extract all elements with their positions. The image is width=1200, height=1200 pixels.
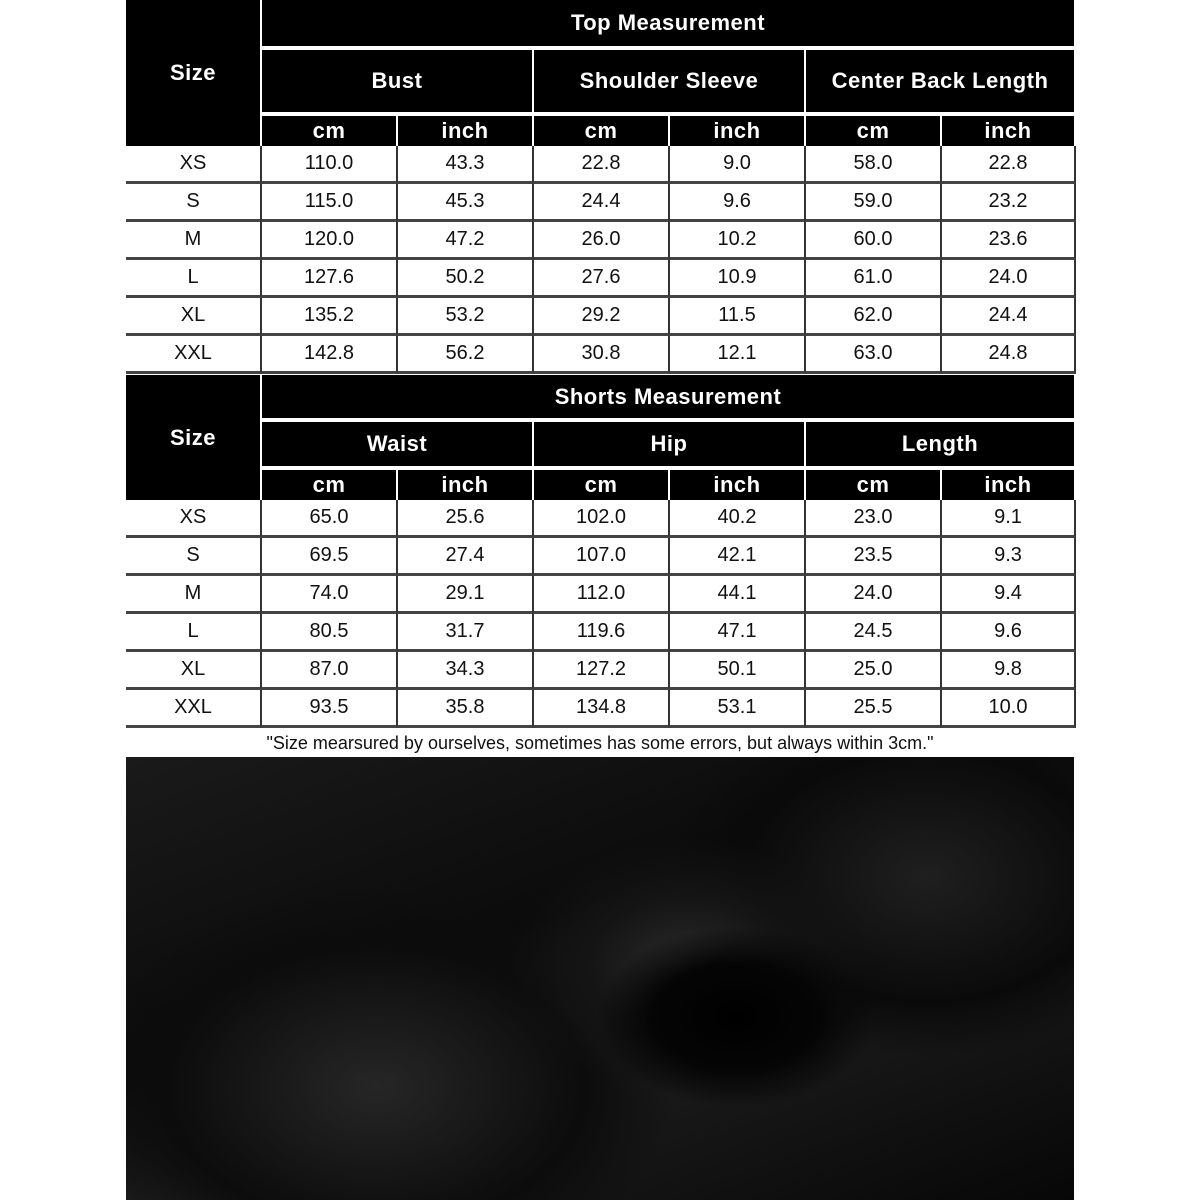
measurement-cell: 58.0 bbox=[806, 146, 942, 184]
measurement-cell: 23.5 bbox=[806, 538, 942, 576]
measurement-cell: 11.5 bbox=[670, 298, 806, 336]
measurement-cell: 22.8 bbox=[942, 146, 1076, 184]
measurement-cell: 110.0 bbox=[262, 146, 398, 184]
size-cell: XS bbox=[126, 500, 262, 538]
unit-header: inch bbox=[942, 470, 1074, 500]
measurement-cell: 40.2 bbox=[670, 500, 806, 538]
measurement-cell: 134.8 bbox=[534, 690, 670, 728]
measurement-cell: 65.0 bbox=[262, 500, 398, 538]
size-cell: M bbox=[126, 222, 262, 260]
measurement-cell: 27.6 bbox=[534, 260, 670, 298]
measurement-cell: 69.5 bbox=[262, 538, 398, 576]
measurement-cell: 102.0 bbox=[534, 500, 670, 538]
measurement-cell: 45.3 bbox=[398, 184, 534, 222]
size-cell: XXL bbox=[126, 690, 262, 728]
group-header: Length bbox=[806, 422, 1074, 466]
measurement-cell: 9.3 bbox=[942, 538, 1076, 576]
size-cell: S bbox=[126, 184, 262, 222]
size-header: Size bbox=[126, 0, 260, 146]
measurement-cell: 62.0 bbox=[806, 298, 942, 336]
table-title: Shorts Measurement bbox=[262, 375, 1074, 418]
measurement-cell: 23.6 bbox=[942, 222, 1076, 260]
measurement-cell: 142.8 bbox=[262, 336, 398, 374]
measurement-cell: 26.0 bbox=[534, 222, 670, 260]
measurement-cell: 87.0 bbox=[262, 652, 398, 690]
measurement-cell: 44.1 bbox=[670, 576, 806, 614]
unit-header: cm bbox=[534, 470, 668, 500]
size-cell: XL bbox=[126, 298, 262, 336]
measurement-cell: 35.8 bbox=[398, 690, 534, 728]
unit-header: inch bbox=[398, 470, 532, 500]
measurement-cell: 115.0 bbox=[262, 184, 398, 222]
measurement-cell: 59.0 bbox=[806, 184, 942, 222]
measurement-cell: 56.2 bbox=[398, 336, 534, 374]
measurement-cell: 50.1 bbox=[670, 652, 806, 690]
measurement-cell: 9.6 bbox=[942, 614, 1076, 652]
measurement-cell: 9.6 bbox=[670, 184, 806, 222]
size-cell: S bbox=[126, 538, 262, 576]
unit-header: inch bbox=[670, 470, 804, 500]
group-header: Hip bbox=[534, 422, 804, 466]
size-cell: XL bbox=[126, 652, 262, 690]
measurement-cell: 23.0 bbox=[806, 500, 942, 538]
measurement-cell: 47.2 bbox=[398, 222, 534, 260]
size-cell: M bbox=[126, 576, 262, 614]
measurement-cell: 29.1 bbox=[398, 576, 534, 614]
unit-header: cm bbox=[534, 116, 668, 146]
measurement-cell: 47.1 bbox=[670, 614, 806, 652]
measurement-cell: 107.0 bbox=[534, 538, 670, 576]
measurement-cell: 29.2 bbox=[534, 298, 670, 336]
group-header: Center Back Length bbox=[806, 50, 1074, 112]
measurement-cell: 27.4 bbox=[398, 538, 534, 576]
shorts-measurement-table bbox=[126, 375, 1074, 728]
measurement-cell: 42.1 bbox=[670, 538, 806, 576]
group-header: Waist bbox=[262, 422, 532, 466]
unit-header: cm bbox=[806, 470, 940, 500]
measurement-cell: 119.6 bbox=[534, 614, 670, 652]
measurement-cell: 25.0 bbox=[806, 652, 942, 690]
measurement-cell: 135.2 bbox=[262, 298, 398, 336]
measurement-cell: 24.4 bbox=[534, 184, 670, 222]
measurement-cell: 80.5 bbox=[262, 614, 398, 652]
measurement-cell: 24.8 bbox=[942, 336, 1076, 374]
measurement-cell: 24.0 bbox=[806, 576, 942, 614]
measurement-cell: 12.1 bbox=[670, 336, 806, 374]
size-chart bbox=[126, 0, 1074, 1200]
measurement-cell: 53.1 bbox=[670, 690, 806, 728]
measurement-cell: 120.0 bbox=[262, 222, 398, 260]
size-header: Size bbox=[126, 375, 260, 500]
measurement-cell: 74.0 bbox=[262, 576, 398, 614]
group-header: Shoulder Sleeve bbox=[534, 50, 804, 112]
measurement-cell: 24.0 bbox=[942, 260, 1076, 298]
measurement-cell: 9.1 bbox=[942, 500, 1076, 538]
unit-header: inch bbox=[398, 116, 532, 146]
unit-header: inch bbox=[670, 116, 804, 146]
size-cell: XXL bbox=[126, 336, 262, 374]
unit-header: inch bbox=[942, 116, 1074, 146]
measurement-cell: 10.0 bbox=[942, 690, 1076, 728]
measurement-cell: 9.0 bbox=[670, 146, 806, 184]
unit-header: cm bbox=[806, 116, 940, 146]
measurement-cell: 43.3 bbox=[398, 146, 534, 184]
measurement-cell: 60.0 bbox=[806, 222, 942, 260]
measurement-cell: 31.7 bbox=[398, 614, 534, 652]
measurement-cell: 24.4 bbox=[942, 298, 1076, 336]
measurement-cell: 9.8 bbox=[942, 652, 1076, 690]
measurement-note: "Size mearsured by ourselves, sometimes has some errors, but always within 3cm." bbox=[266, 732, 934, 753]
measurement-cell: 10.9 bbox=[670, 260, 806, 298]
measurement-cell: 23.2 bbox=[942, 184, 1076, 222]
measurement-cell: 63.0 bbox=[806, 336, 942, 374]
measurement-cell: 10.2 bbox=[670, 222, 806, 260]
measurement-cell: 112.0 bbox=[534, 576, 670, 614]
size-cell: L bbox=[126, 614, 262, 652]
measurement-cell: 25.6 bbox=[398, 500, 534, 538]
measurement-cell: 61.0 bbox=[806, 260, 942, 298]
measurement-cell: 22.8 bbox=[534, 146, 670, 184]
measurement-cell: 127.2 bbox=[534, 652, 670, 690]
unit-header: cm bbox=[262, 470, 396, 500]
measurement-cell: 34.3 bbox=[398, 652, 534, 690]
size-cell: XS bbox=[126, 146, 262, 184]
measurement-cell: 25.5 bbox=[806, 690, 942, 728]
measurement-cell: 30.8 bbox=[534, 336, 670, 374]
measurement-cell: 127.6 bbox=[262, 260, 398, 298]
measurement-cell: 53.2 bbox=[398, 298, 534, 336]
top-measurement-table bbox=[126, 0, 1074, 374]
group-header: Bust bbox=[262, 50, 532, 112]
unit-header: cm bbox=[262, 116, 396, 146]
table-title: Top Measurement bbox=[262, 0, 1074, 46]
measurement-cell: 24.5 bbox=[806, 614, 942, 652]
size-cell: L bbox=[126, 260, 262, 298]
measurement-cell: 93.5 bbox=[262, 690, 398, 728]
measurement-cell: 50.2 bbox=[398, 260, 534, 298]
measurement-cell: 9.4 bbox=[942, 576, 1076, 614]
black-fabric-photo bbox=[126, 757, 1074, 1200]
